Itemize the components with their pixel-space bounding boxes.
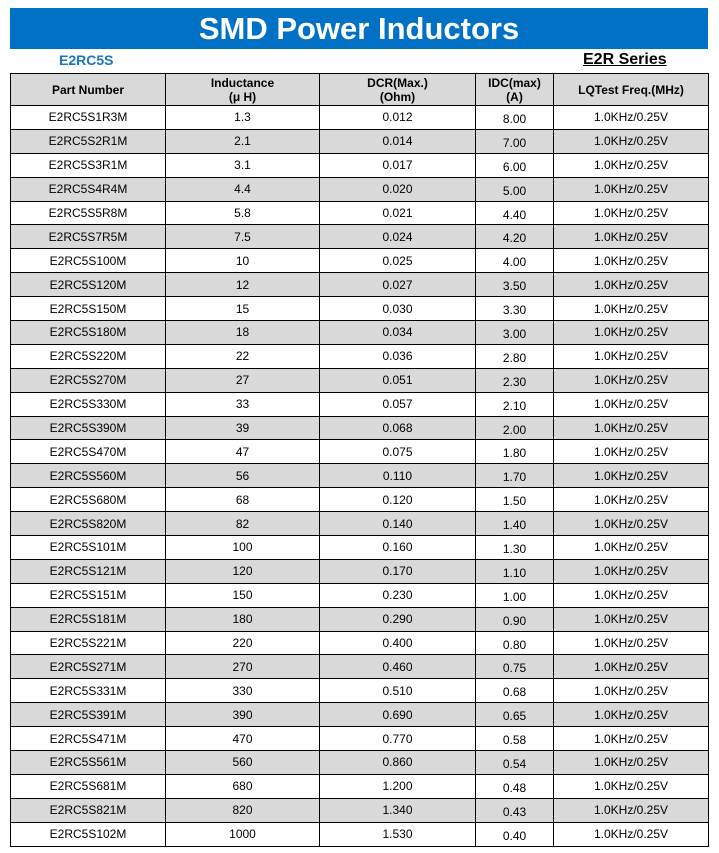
- inductance-cell: 39: [166, 416, 320, 440]
- test-freq-cell: 1.0KHz/0.25V: [554, 607, 709, 631]
- part-number-cell: E2RC5S151M: [11, 583, 166, 607]
- dcr-cell: 0.230: [320, 583, 476, 607]
- test-freq-cell: 1.0KHz/0.25V: [554, 201, 709, 225]
- test-freq-cell: 1.0KHz/0.25V: [554, 392, 709, 416]
- header-row: [11, 74, 709, 106]
- product-code: E2RC5S: [59, 52, 114, 68]
- col-header-dcr: DCR(Max.) (Ohm): [320, 74, 476, 106]
- test-freq-cell: 1.0KHz/0.25V: [554, 751, 709, 775]
- table-row: [11, 106, 709, 130]
- test-freq-cell: 1.0KHz/0.25V: [554, 321, 709, 345]
- part-number-cell: E2RC5S681M: [11, 774, 166, 798]
- part-number-cell: E2RC5S821M: [11, 798, 166, 822]
- inductance-cell: 10: [166, 249, 320, 273]
- test-freq-cell: 1.0KHz/0.25V: [554, 631, 709, 655]
- dcr-cell: 0.690: [320, 703, 476, 727]
- test-freq-cell: 1.0KHz/0.25V: [554, 679, 709, 703]
- part-number-cell: E2RC5S3R1M: [11, 153, 166, 177]
- idc-cell: 3.00: [476, 321, 554, 345]
- col-header-idc: IDC(max) (A): [476, 74, 554, 106]
- dcr-cell: 1.200: [320, 774, 476, 798]
- idc-cell: 1.70: [476, 464, 554, 488]
- idc-cell: 0.65: [476, 703, 554, 727]
- table-row: [11, 488, 709, 512]
- part-number-cell: E2RC5S390M: [11, 416, 166, 440]
- inductance-cell: 220: [166, 631, 320, 655]
- idc-cell: 1.40: [476, 512, 554, 536]
- part-number-cell: E2RC5S2R1M: [11, 129, 166, 153]
- test-freq-cell: 1.0KHz/0.25V: [554, 727, 709, 751]
- series-label: E2R Series: [583, 51, 667, 68]
- inductance-cell: 7.5: [166, 225, 320, 249]
- part-number-cell: E2RC5S270M: [11, 368, 166, 392]
- dcr-cell: 0.020: [320, 177, 476, 201]
- test-freq-cell: 1.0KHz/0.25V: [554, 129, 709, 153]
- table-row: [11, 153, 709, 177]
- part-number-cell: E2RC5S391M: [11, 703, 166, 727]
- table-row: [11, 774, 709, 798]
- table-row: [11, 273, 709, 297]
- table-row: [11, 368, 709, 392]
- idc-cell: 5.00: [476, 177, 554, 201]
- part-number-cell: E2RC5S100M: [11, 249, 166, 273]
- part-number-cell: E2RC5S820M: [11, 512, 166, 536]
- idc-cell: 8.00: [476, 106, 554, 130]
- table-row: [11, 201, 709, 225]
- part-number-cell: E2RC5S331M: [11, 679, 166, 703]
- test-freq-cell: 1.0KHz/0.25V: [554, 416, 709, 440]
- idc-cell: 0.90: [476, 607, 554, 631]
- part-number-cell: E2RC5S470M: [11, 440, 166, 464]
- dcr-cell: 0.030: [320, 297, 476, 321]
- test-freq-cell: 1.0KHz/0.25V: [554, 512, 709, 536]
- part-number-cell: E2RC5S680M: [11, 488, 166, 512]
- col-header-test-freq: LQTest Freq.(MHz): [554, 74, 709, 106]
- dcr-cell: 0.460: [320, 655, 476, 679]
- idc-cell: 3.50: [476, 273, 554, 297]
- inductance-cell: 27: [166, 368, 320, 392]
- table-row: [11, 679, 709, 703]
- table-row: [11, 583, 709, 607]
- test-freq-cell: 1.0KHz/0.25V: [554, 106, 709, 130]
- inductance-cell: 12: [166, 273, 320, 297]
- idc-cell: 2.30: [476, 368, 554, 392]
- inductance-cell: 1.3: [166, 106, 320, 130]
- part-number-cell: E2RC5S220M: [11, 344, 166, 368]
- table-row: [11, 177, 709, 201]
- idc-cell: 6.00: [476, 153, 554, 177]
- test-freq-cell: 1.0KHz/0.25V: [554, 464, 709, 488]
- part-number-cell: E2RC5S1R3M: [11, 106, 166, 130]
- test-freq-cell: 1.0KHz/0.25V: [554, 822, 709, 846]
- part-number-cell: E2RC5S221M: [11, 631, 166, 655]
- idc-cell: 0.68: [476, 679, 554, 703]
- inductance-cell: 5.8: [166, 201, 320, 225]
- part-number-cell: E2RC5S4R4M: [11, 177, 166, 201]
- page-title: SMD Power Inductors: [10, 8, 708, 49]
- test-freq-cell: 1.0KHz/0.25V: [554, 368, 709, 392]
- dcr-cell: 0.051: [320, 368, 476, 392]
- test-freq-cell: 1.0KHz/0.25V: [554, 249, 709, 273]
- inductance-cell: 33: [166, 392, 320, 416]
- dcr-cell: 0.110: [320, 464, 476, 488]
- table-row: [11, 416, 709, 440]
- dcr-cell: 0.021: [320, 201, 476, 225]
- inductance-cell: 22: [166, 344, 320, 368]
- inductance-cell: 680: [166, 774, 320, 798]
- inductance-cell: 2.1: [166, 129, 320, 153]
- idc-cell: 0.54: [476, 751, 554, 775]
- test-freq-cell: 1.0KHz/0.25V: [554, 655, 709, 679]
- idc-cell: 1.30: [476, 536, 554, 560]
- dcr-cell: 0.510: [320, 679, 476, 703]
- inductance-cell: 120: [166, 559, 320, 583]
- table-row: [11, 225, 709, 249]
- test-freq-cell: 1.0KHz/0.25V: [554, 536, 709, 560]
- part-number-cell: E2RC5S121M: [11, 559, 166, 583]
- test-freq-cell: 1.0KHz/0.25V: [554, 440, 709, 464]
- table-row: [11, 392, 709, 416]
- inductance-cell: 68: [166, 488, 320, 512]
- part-number-cell: E2RC5S102M: [11, 822, 166, 846]
- dcr-cell: 1.340: [320, 798, 476, 822]
- idc-cell: 1.50: [476, 488, 554, 512]
- table-row: [11, 822, 709, 846]
- dcr-cell: 0.036: [320, 344, 476, 368]
- dcr-cell: 0.770: [320, 727, 476, 751]
- part-number-cell: E2RC5S561M: [11, 751, 166, 775]
- dcr-cell: 0.170: [320, 559, 476, 583]
- dcr-cell: 0.017: [320, 153, 476, 177]
- test-freq-cell: 1.0KHz/0.25V: [554, 703, 709, 727]
- dcr-cell: 0.034: [320, 321, 476, 345]
- part-number-cell: E2RC5S181M: [11, 607, 166, 631]
- test-freq-cell: 1.0KHz/0.25V: [554, 153, 709, 177]
- part-number-cell: E2RC5S471M: [11, 727, 166, 751]
- table-row: [11, 727, 709, 751]
- table-row: [11, 559, 709, 583]
- idc-cell: 4.00: [476, 249, 554, 273]
- part-number-cell: E2RC5S330M: [11, 392, 166, 416]
- dcr-cell: 0.057: [320, 392, 476, 416]
- idc-cell: 4.20: [476, 225, 554, 249]
- table-row: [11, 631, 709, 655]
- test-freq-cell: 1.0KHz/0.25V: [554, 177, 709, 201]
- dcr-cell: 1.530: [320, 822, 476, 846]
- table-row: [11, 464, 709, 488]
- dcr-cell: 0.120: [320, 488, 476, 512]
- table-row: [11, 440, 709, 464]
- inductance-cell: 82: [166, 512, 320, 536]
- test-freq-cell: 1.0KHz/0.25V: [554, 798, 709, 822]
- idc-cell: 0.40: [476, 822, 554, 846]
- table-row: [11, 703, 709, 727]
- inductance-cell: 56: [166, 464, 320, 488]
- dcr-cell: 0.860: [320, 751, 476, 775]
- idc-cell: 0.58: [476, 727, 554, 751]
- inductance-cell: 100: [166, 536, 320, 560]
- idc-cell: 3.30: [476, 297, 554, 321]
- idc-cell: 1.80: [476, 440, 554, 464]
- part-number-cell: E2RC5S120M: [11, 273, 166, 297]
- inductance-cell: 150: [166, 583, 320, 607]
- test-freq-cell: 1.0KHz/0.25V: [554, 297, 709, 321]
- inductance-cell: 15: [166, 297, 320, 321]
- test-freq-cell: 1.0KHz/0.25V: [554, 273, 709, 297]
- inductance-cell: 3.1: [166, 153, 320, 177]
- part-number-cell: E2RC5S7R5M: [11, 225, 166, 249]
- test-freq-cell: 1.0KHz/0.25V: [554, 774, 709, 798]
- test-freq-cell: 1.0KHz/0.25V: [554, 344, 709, 368]
- idc-cell: 0.43: [476, 798, 554, 822]
- idc-cell: 2.80: [476, 344, 554, 368]
- table-row: [11, 607, 709, 631]
- col-header-inductance: Inductance (μ H): [166, 74, 320, 106]
- table-row: [11, 249, 709, 273]
- test-freq-cell: 1.0KHz/0.25V: [554, 559, 709, 583]
- dcr-cell: 0.160: [320, 536, 476, 560]
- table-row: [11, 798, 709, 822]
- table-row: [11, 321, 709, 345]
- table-body: [11, 106, 709, 847]
- part-number-cell: E2RC5S150M: [11, 297, 166, 321]
- idc-cell: 4.40: [476, 201, 554, 225]
- inductance-cell: 1000: [166, 822, 320, 846]
- inductance-cell: 4.4: [166, 177, 320, 201]
- table-row: [11, 297, 709, 321]
- dcr-cell: 0.140: [320, 512, 476, 536]
- table-row: [11, 129, 709, 153]
- inductance-cell: 470: [166, 727, 320, 751]
- idc-cell: 7.00: [476, 129, 554, 153]
- test-freq-cell: 1.0KHz/0.25V: [554, 225, 709, 249]
- inductance-cell: 180: [166, 607, 320, 631]
- inductance-cell: 560: [166, 751, 320, 775]
- dcr-cell: 0.068: [320, 416, 476, 440]
- inductance-cell: 47: [166, 440, 320, 464]
- inductance-cell: 18: [166, 321, 320, 345]
- part-number-cell: E2RC5S271M: [11, 655, 166, 679]
- test-freq-cell: 1.0KHz/0.25V: [554, 583, 709, 607]
- part-number-cell: E2RC5S101M: [11, 536, 166, 560]
- inductance-cell: 820: [166, 798, 320, 822]
- dcr-cell: 0.014: [320, 129, 476, 153]
- dcr-cell: 0.075: [320, 440, 476, 464]
- part-number-cell: E2RC5S5R8M: [11, 201, 166, 225]
- idc-cell: 1.10: [476, 559, 554, 583]
- dcr-cell: 0.024: [320, 225, 476, 249]
- dcr-cell: 0.290: [320, 607, 476, 631]
- dcr-cell: 0.012: [320, 106, 476, 130]
- dcr-cell: 0.027: [320, 273, 476, 297]
- idc-cell: 0.80: [476, 631, 554, 655]
- table-row: [11, 751, 709, 775]
- inductance-cell: 330: [166, 679, 320, 703]
- idc-cell: 0.48: [476, 774, 554, 798]
- table-row: [11, 536, 709, 560]
- idc-cell: 2.00: [476, 416, 554, 440]
- test-freq-cell: 1.0KHz/0.25V: [554, 488, 709, 512]
- idc-cell: 1.00: [476, 583, 554, 607]
- idc-cell: 2.10: [476, 392, 554, 416]
- col-header-part-number: Part Number: [11, 74, 166, 106]
- dcr-cell: 0.400: [320, 631, 476, 655]
- dcr-cell: 0.025: [320, 249, 476, 273]
- table-row: [11, 512, 709, 536]
- part-number-cell: E2RC5S180M: [11, 321, 166, 345]
- idc-cell: 0.75: [476, 655, 554, 679]
- spec-table: [10, 73, 709, 847]
- inductance-cell: 270: [166, 655, 320, 679]
- table-row: [11, 655, 709, 679]
- table-row: [11, 344, 709, 368]
- inductance-cell: 390: [166, 703, 320, 727]
- part-number-cell: E2RC5S560M: [11, 464, 166, 488]
